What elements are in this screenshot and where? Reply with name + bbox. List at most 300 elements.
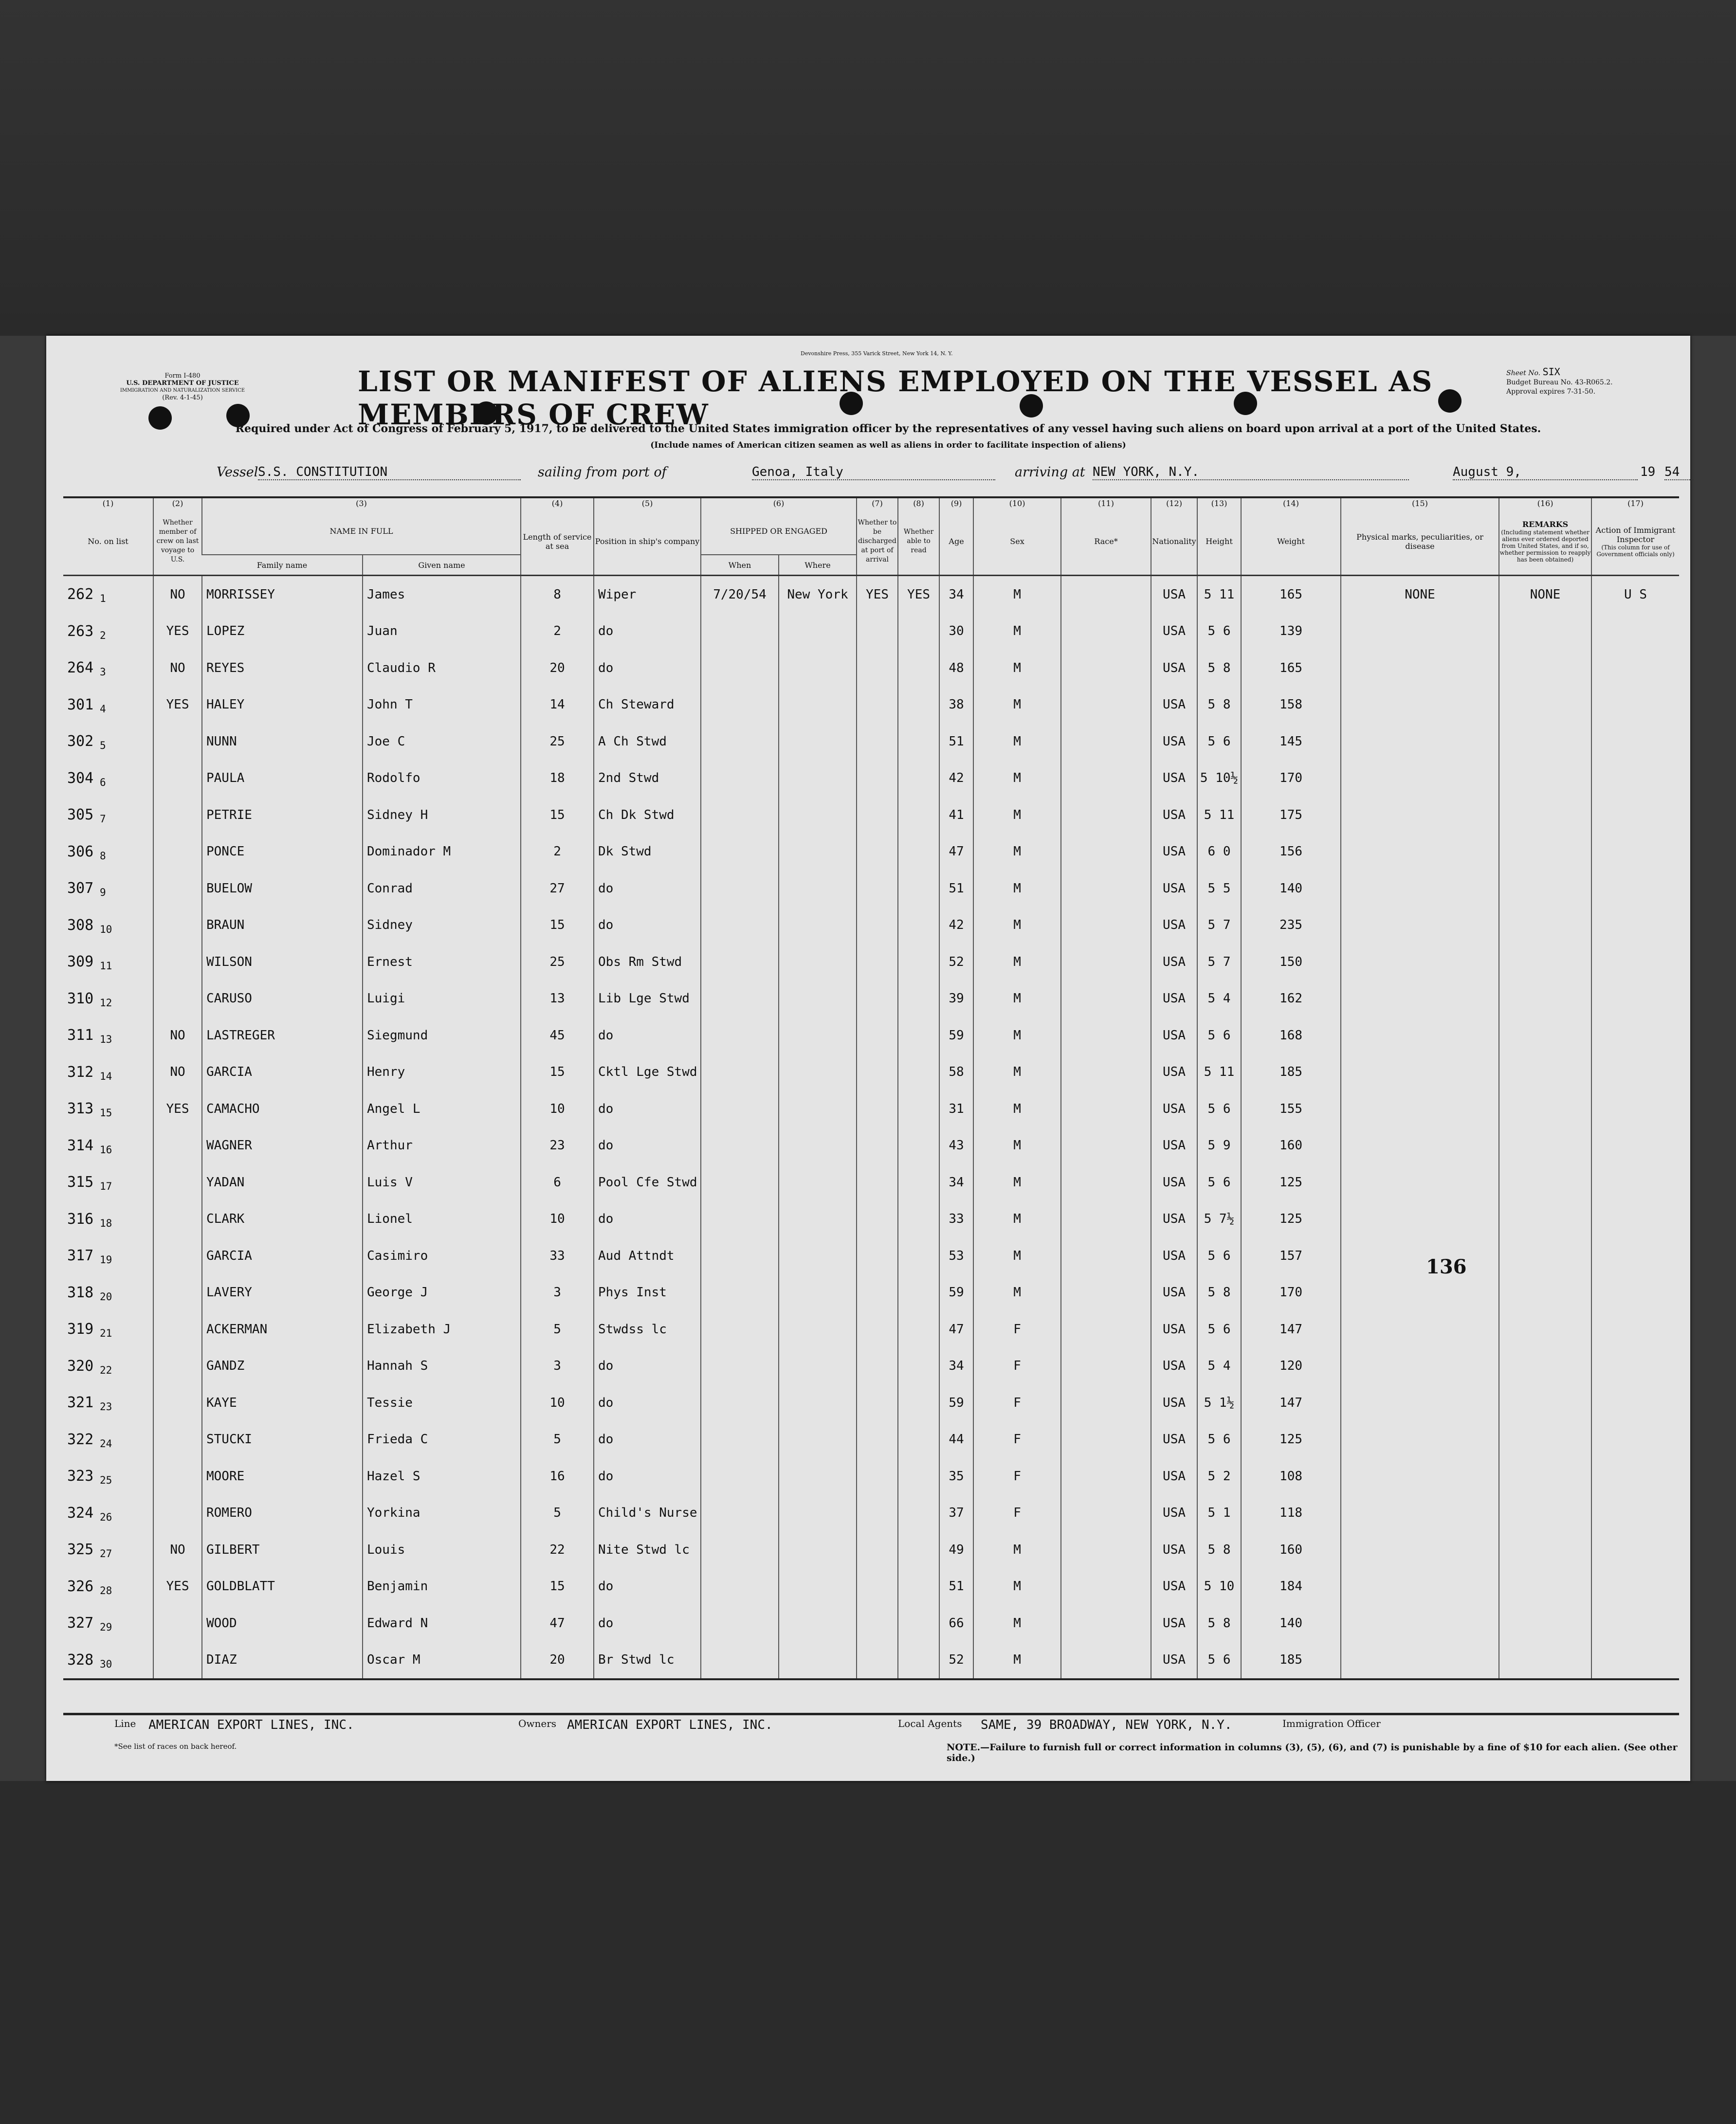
- position-cell: Obs Rm Stwd: [594, 944, 701, 980]
- nationality-cell: USA: [1151, 870, 1197, 907]
- when-cell: [701, 613, 779, 650]
- line-number: 18: [100, 1217, 112, 1229]
- line-number: 2: [100, 629, 106, 641]
- given-cell: Joe C: [363, 723, 521, 760]
- where-cell: New York: [779, 576, 857, 613]
- remarks-cell: [1499, 1274, 1591, 1311]
- race-cell: [1061, 1201, 1151, 1238]
- action-cell: [1591, 1237, 1679, 1274]
- service-cell: 22: [521, 1531, 594, 1568]
- given-cell: Yorkina: [363, 1495, 521, 1532]
- height-cell: 5 6: [1197, 1311, 1241, 1348]
- prev-cell: NO: [153, 1017, 202, 1054]
- physical-cell: [1341, 1421, 1499, 1458]
- physical-cell: [1341, 1568, 1499, 1605]
- nationality-cell: USA: [1151, 1090, 1197, 1127]
- list-number-cell: [63, 980, 153, 1017]
- table-row: [63, 650, 1679, 687]
- age-cell: 47: [939, 1311, 973, 1348]
- list-number: 327: [67, 1615, 94, 1632]
- nationality-cell: USA: [1151, 723, 1197, 760]
- service-cell: 6: [521, 1164, 594, 1201]
- where-cell: [779, 1384, 857, 1421]
- nationality-cell: USA: [1151, 613, 1197, 650]
- physical-cell: [1341, 1311, 1499, 1348]
- table-row: [63, 1384, 1679, 1421]
- where-cell: [779, 723, 857, 760]
- prev-cell: YES: [153, 613, 202, 650]
- position-cell: Aud Attndt: [594, 1237, 701, 1274]
- list-number-cell: [63, 870, 153, 907]
- where-cell: [779, 1458, 857, 1495]
- line-number: 3: [100, 666, 106, 678]
- list-number-cell: [63, 1090, 153, 1127]
- where-cell: [779, 1017, 857, 1054]
- nationality-cell: USA: [1151, 1127, 1197, 1164]
- race-cell: [1061, 1495, 1151, 1532]
- given-cell: Hannah S: [363, 1348, 521, 1385]
- sex-cell: F: [973, 1421, 1061, 1458]
- prev-cell: NO: [153, 650, 202, 687]
- weight-cell: 160: [1241, 1531, 1341, 1568]
- position-cell: do: [594, 1201, 701, 1238]
- position-cell: Br Stwd lc: [594, 1642, 701, 1680]
- list-number: 309: [67, 953, 94, 971]
- where-cell: [779, 1531, 857, 1568]
- col-number: (9): [939, 497, 973, 508]
- discharged-cell: [857, 1164, 898, 1201]
- table-row: [63, 1348, 1679, 1385]
- nationality-cell: USA: [1151, 980, 1197, 1017]
- race-cell: [1061, 1127, 1151, 1164]
- physical-cell: [1341, 980, 1499, 1017]
- race-cell: [1061, 980, 1151, 1017]
- position-cell: Ch Dk Stwd: [594, 797, 701, 834]
- action-cell: [1591, 1311, 1679, 1348]
- list-number: 321: [67, 1394, 94, 1412]
- read-cell: [898, 797, 939, 834]
- list-number: 302: [67, 733, 94, 750]
- nationality-cell: USA: [1151, 1348, 1197, 1385]
- sex-cell: M: [973, 1090, 1061, 1127]
- given-cell: George J: [363, 1274, 521, 1311]
- service-cell: 33: [521, 1237, 594, 1274]
- line-number: 19: [100, 1254, 112, 1266]
- nationality-cell: USA: [1151, 576, 1197, 613]
- when-cell: [701, 760, 779, 797]
- weight-cell: 140: [1241, 870, 1341, 907]
- given-cell: Juan: [363, 613, 521, 650]
- nationality-cell: USA: [1151, 1495, 1197, 1532]
- position-cell: Nite Stwd lc: [594, 1531, 701, 1568]
- race-cell: [1061, 1605, 1151, 1642]
- remarks-cell: [1499, 1642, 1591, 1680]
- where-cell: [779, 1311, 857, 1348]
- sex-cell: M: [973, 980, 1061, 1017]
- height-cell: 5 7½: [1197, 1201, 1241, 1238]
- height-cell: 5 6: [1197, 613, 1241, 650]
- family-cell: HALEY: [202, 687, 363, 724]
- race-cell: [1061, 723, 1151, 760]
- remarks-cell: [1499, 944, 1591, 980]
- list-number-cell: [63, 1421, 153, 1458]
- form-number: Form I-480: [164, 372, 201, 380]
- prev-cell: [153, 1421, 202, 1458]
- given-cell: Angel L: [363, 1090, 521, 1127]
- line-number: 5: [100, 740, 106, 751]
- age-cell: 51: [939, 723, 973, 760]
- list-number-cell: [63, 1201, 153, 1238]
- year: 54: [1664, 465, 1694, 480]
- remarks-cell: [1499, 687, 1591, 724]
- service-cell: 25: [521, 944, 594, 980]
- line-number: 14: [100, 1070, 112, 1082]
- given-cell: James: [363, 576, 521, 613]
- sex-cell: M: [973, 1054, 1061, 1091]
- header-length-service: Length of service at sea: [521, 508, 594, 576]
- race-cell: [1061, 1458, 1151, 1495]
- discharged-cell: [857, 1642, 898, 1680]
- position-cell: do: [594, 1568, 701, 1605]
- nationality-cell: USA: [1151, 1164, 1197, 1201]
- read-cell: [898, 1311, 939, 1348]
- sex-cell: F: [973, 1384, 1061, 1421]
- race-cell: [1061, 1274, 1151, 1311]
- remarks-cell: [1499, 1017, 1591, 1054]
- remarks-cell: [1499, 1237, 1591, 1274]
- form-revision: (Rev. 4-1-45): [162, 394, 203, 401]
- list-number: 262: [67, 586, 94, 603]
- list-number: 306: [67, 843, 94, 860]
- height-cell: 5 8: [1197, 650, 1241, 687]
- family-cell: CLARK: [202, 1201, 363, 1238]
- owners: AMERICAN EXPORT LINES, INC.: [567, 1718, 773, 1732]
- action-cell: [1591, 1201, 1679, 1238]
- given-cell: Louis: [363, 1531, 521, 1568]
- weight-cell: 168: [1241, 1017, 1341, 1054]
- when-cell: [701, 980, 779, 1017]
- table-row: [63, 1642, 1679, 1680]
- when-cell: [701, 1348, 779, 1385]
- approval-expiry: Approval expires 7-31-50.: [1506, 388, 1596, 396]
- list-number: 323: [67, 1468, 94, 1485]
- read-cell: [898, 907, 939, 944]
- family-cell: GOLDBLATT: [202, 1568, 363, 1605]
- given-cell: Hazel S: [363, 1458, 521, 1495]
- race-cell: [1061, 650, 1151, 687]
- sex-cell: M: [973, 1274, 1061, 1311]
- list-number-cell: [63, 1458, 153, 1495]
- list-number-cell: [63, 1384, 153, 1421]
- where-cell: [779, 907, 857, 944]
- given-cell: Lionel: [363, 1201, 521, 1238]
- remarks-cell: [1499, 723, 1591, 760]
- service-cell: 2: [521, 834, 594, 871]
- service-cell: 10: [521, 1090, 594, 1127]
- service-cell: 15: [521, 907, 594, 944]
- list-number-cell: [63, 1237, 153, 1274]
- when-cell: [701, 797, 779, 834]
- list-number: 316: [67, 1210, 94, 1228]
- action-cell: [1591, 1348, 1679, 1385]
- physical-cell: [1341, 834, 1499, 871]
- when-cell: [701, 1017, 779, 1054]
- discharged-cell: [857, 650, 898, 687]
- height-cell: 6 0: [1197, 834, 1241, 871]
- height-cell: 5 10½: [1197, 760, 1241, 797]
- family-cell: MORRISSEY: [202, 576, 363, 613]
- discharged-cell: [857, 1054, 898, 1091]
- sheet-label: Sheet No.: [1506, 369, 1541, 377]
- table-row: [63, 1201, 1679, 1238]
- line-number: 13: [100, 1034, 112, 1045]
- family-cell: GILBERT: [202, 1531, 363, 1568]
- service-cell: 18: [521, 760, 594, 797]
- position-cell: do: [594, 907, 701, 944]
- position-cell: do: [594, 650, 701, 687]
- sex-cell: M: [973, 1237, 1061, 1274]
- race-cell: [1061, 797, 1151, 834]
- discharged-cell: [857, 1127, 898, 1164]
- physical-cell: [1341, 1201, 1499, 1238]
- nationality-cell: USA: [1151, 944, 1197, 980]
- punch-hole: [148, 406, 172, 430]
- position-cell: do: [594, 1384, 701, 1421]
- when-cell: [701, 1237, 779, 1274]
- where-cell: [779, 650, 857, 687]
- read-cell: [898, 1237, 939, 1274]
- read-cell: YES: [898, 576, 939, 613]
- list-number-cell: [63, 1274, 153, 1311]
- sheet-number: SIX: [1542, 366, 1560, 378]
- table-row: [63, 1421, 1679, 1458]
- list-number-cell: [63, 1311, 153, 1348]
- family-cell: LOPEZ: [202, 613, 363, 650]
- discharged-cell: [857, 907, 898, 944]
- read-cell: [898, 1642, 939, 1680]
- weight-cell: 145: [1241, 723, 1341, 760]
- line-number: 26: [100, 1511, 112, 1523]
- list-number: 308: [67, 916, 94, 934]
- height-cell: 5 4: [1197, 980, 1241, 1017]
- line-number: 10: [100, 923, 112, 935]
- age-cell: 35: [939, 1458, 973, 1495]
- discharged-cell: [857, 1458, 898, 1495]
- officer-label: Immigration Officer: [1282, 1718, 1381, 1729]
- line-number: 17: [100, 1180, 112, 1192]
- line-number: 30: [100, 1658, 112, 1670]
- list-number-cell: [63, 1164, 153, 1201]
- family-cell: LAVERY: [202, 1274, 363, 1311]
- race-cell: [1061, 1421, 1151, 1458]
- line-number: 20: [100, 1290, 112, 1303]
- discharged-cell: [857, 687, 898, 724]
- sex-cell: F: [973, 1348, 1061, 1385]
- vessel-name: S.S. CONSTITUTION: [258, 465, 521, 480]
- family-cell: LASTREGER: [202, 1017, 363, 1054]
- sex-cell: M: [973, 944, 1061, 980]
- family-cell: GANDZ: [202, 1348, 363, 1385]
- nationality-cell: USA: [1151, 797, 1197, 834]
- list-number-cell: [63, 1054, 153, 1091]
- include-note: (Include names of American citizen seamen as well as aliens in order to facilitate inspection of aliens): [650, 440, 1126, 450]
- list-number-cell: [63, 1348, 153, 1385]
- service-cell: 20: [521, 650, 594, 687]
- where-cell: [779, 1642, 857, 1680]
- prev-cell: [153, 1127, 202, 1164]
- nationality-cell: USA: [1151, 1531, 1197, 1568]
- age-cell: 59: [939, 1274, 973, 1311]
- family-cell: WOOD: [202, 1605, 363, 1642]
- col-number: (4): [521, 497, 594, 508]
- when-cell: [701, 1495, 779, 1532]
- col-number: (12): [1151, 497, 1197, 508]
- remarks-cell: [1499, 797, 1591, 834]
- action-note: (This column for use of Government officials only): [1596, 544, 1675, 558]
- position-cell: Dk Stwd: [594, 834, 701, 871]
- physical-cell: [1341, 687, 1499, 724]
- prev-cell: [153, 907, 202, 944]
- prev-cell: [153, 1201, 202, 1238]
- age-cell: 34: [939, 1348, 973, 1385]
- sex-cell: M: [973, 576, 1061, 613]
- read-cell: [898, 1531, 939, 1568]
- discharged-cell: [857, 944, 898, 980]
- remarks-cell: [1499, 613, 1591, 650]
- race-cell: [1061, 1348, 1151, 1385]
- header-able-read: Whether able to read: [898, 508, 939, 576]
- physical-cell: [1341, 1237, 1499, 1274]
- age-cell: 47: [939, 834, 973, 871]
- given-cell: Sidney H: [363, 797, 521, 834]
- nationality-cell: USA: [1151, 1274, 1197, 1311]
- action-cell: [1591, 1164, 1679, 1201]
- action-cell: [1591, 613, 1679, 650]
- table-row: [63, 834, 1679, 871]
- given-cell: Tessie: [363, 1384, 521, 1421]
- read-cell: [898, 687, 939, 724]
- race-cell: [1061, 870, 1151, 907]
- where-cell: [779, 1421, 857, 1458]
- prev-cell: [153, 870, 202, 907]
- list-number: 328: [67, 1651, 94, 1669]
- position-cell: do: [594, 1017, 701, 1054]
- race-cell: [1061, 1164, 1151, 1201]
- given-cell: Conrad: [363, 870, 521, 907]
- list-number-cell: [63, 834, 153, 871]
- line-number: 16: [100, 1144, 112, 1156]
- sex-cell: M: [973, 834, 1061, 871]
- read-cell: [898, 1384, 939, 1421]
- line-number: 23: [100, 1401, 112, 1413]
- list-number: 325: [67, 1541, 94, 1559]
- service-cell: 23: [521, 1127, 594, 1164]
- remarks-cell: [1499, 1090, 1591, 1127]
- weight-cell: 120: [1241, 1348, 1341, 1385]
- line-label: Line: [114, 1718, 136, 1729]
- family-cell: WAGNER: [202, 1127, 363, 1164]
- line-number: 21: [100, 1327, 112, 1339]
- when-cell: [701, 907, 779, 944]
- prev-cell: [153, 1164, 202, 1201]
- when-cell: 7/20/54: [701, 576, 779, 613]
- remarks-cell: [1499, 980, 1591, 1017]
- shipping-line: AMERICAN EXPORT LINES, INC.: [148, 1718, 354, 1732]
- remarks-cell: NONE: [1499, 576, 1591, 613]
- footer-rule: [63, 1713, 1679, 1715]
- race-cell: [1061, 1642, 1151, 1680]
- prev-cell: NO: [153, 1531, 202, 1568]
- family-cell: CAMACHO: [202, 1090, 363, 1127]
- table-row: [63, 980, 1679, 1017]
- age-cell: 42: [939, 907, 973, 944]
- discharged-cell: [857, 797, 898, 834]
- arrival-date: August 9,: [1453, 465, 1638, 480]
- where-cell: [779, 1164, 857, 1201]
- nationality-cell: USA: [1151, 1311, 1197, 1348]
- family-cell: REYES: [202, 650, 363, 687]
- where-cell: [779, 1348, 857, 1385]
- family-cell: PETRIE: [202, 797, 363, 834]
- prev-cell: YES: [153, 1090, 202, 1127]
- physical-cell: [1341, 1017, 1499, 1054]
- list-number: 312: [67, 1063, 94, 1081]
- position-cell: Pool Cfe Stwd: [594, 1164, 701, 1201]
- position-cell: do: [594, 1458, 701, 1495]
- prev-cell: [153, 760, 202, 797]
- family-cell: KAYE: [202, 1384, 363, 1421]
- col-number: (8): [898, 497, 939, 508]
- prev-cell: YES: [153, 1568, 202, 1605]
- action-cell: [1591, 980, 1679, 1017]
- weight-cell: 125: [1241, 1421, 1341, 1458]
- age-cell: 38: [939, 687, 973, 724]
- race-cell: [1061, 1311, 1151, 1348]
- read-cell: [898, 1568, 939, 1605]
- arriving-label: arriving at: [1015, 465, 1085, 480]
- discharged-cell: [857, 760, 898, 797]
- age-cell: 33: [939, 1201, 973, 1238]
- where-cell: [779, 797, 857, 834]
- age-cell: 51: [939, 870, 973, 907]
- service-cell: 45: [521, 1017, 594, 1054]
- sex-cell: M: [973, 687, 1061, 724]
- weight-cell: 108: [1241, 1458, 1341, 1495]
- position-cell: do: [594, 1348, 701, 1385]
- discharged-cell: [857, 1568, 898, 1605]
- column-number-row: [63, 497, 1679, 508]
- read-cell: [898, 834, 939, 871]
- position-cell: Stwdss lc: [594, 1311, 701, 1348]
- discharged-cell: [857, 1311, 898, 1348]
- age-cell: 52: [939, 944, 973, 980]
- header-remarks: [1499, 508, 1591, 576]
- header-no-on-list: No. on list: [88, 537, 128, 546]
- given-cell: Arthur: [363, 1127, 521, 1164]
- read-cell: [898, 1017, 939, 1054]
- vessel-label: Vessel: [217, 465, 258, 480]
- discharged-cell: [857, 1421, 898, 1458]
- discharged-cell: [857, 1348, 898, 1385]
- remarks-cell: [1499, 907, 1591, 944]
- height-cell: 5 11: [1197, 1054, 1241, 1091]
- given-cell: Benjamin: [363, 1568, 521, 1605]
- sex-cell: M: [973, 1201, 1061, 1238]
- service-cell: 25: [521, 723, 594, 760]
- service-cell: 5: [521, 1421, 594, 1458]
- read-cell: [898, 870, 939, 907]
- family-cell: ROMERO: [202, 1495, 363, 1532]
